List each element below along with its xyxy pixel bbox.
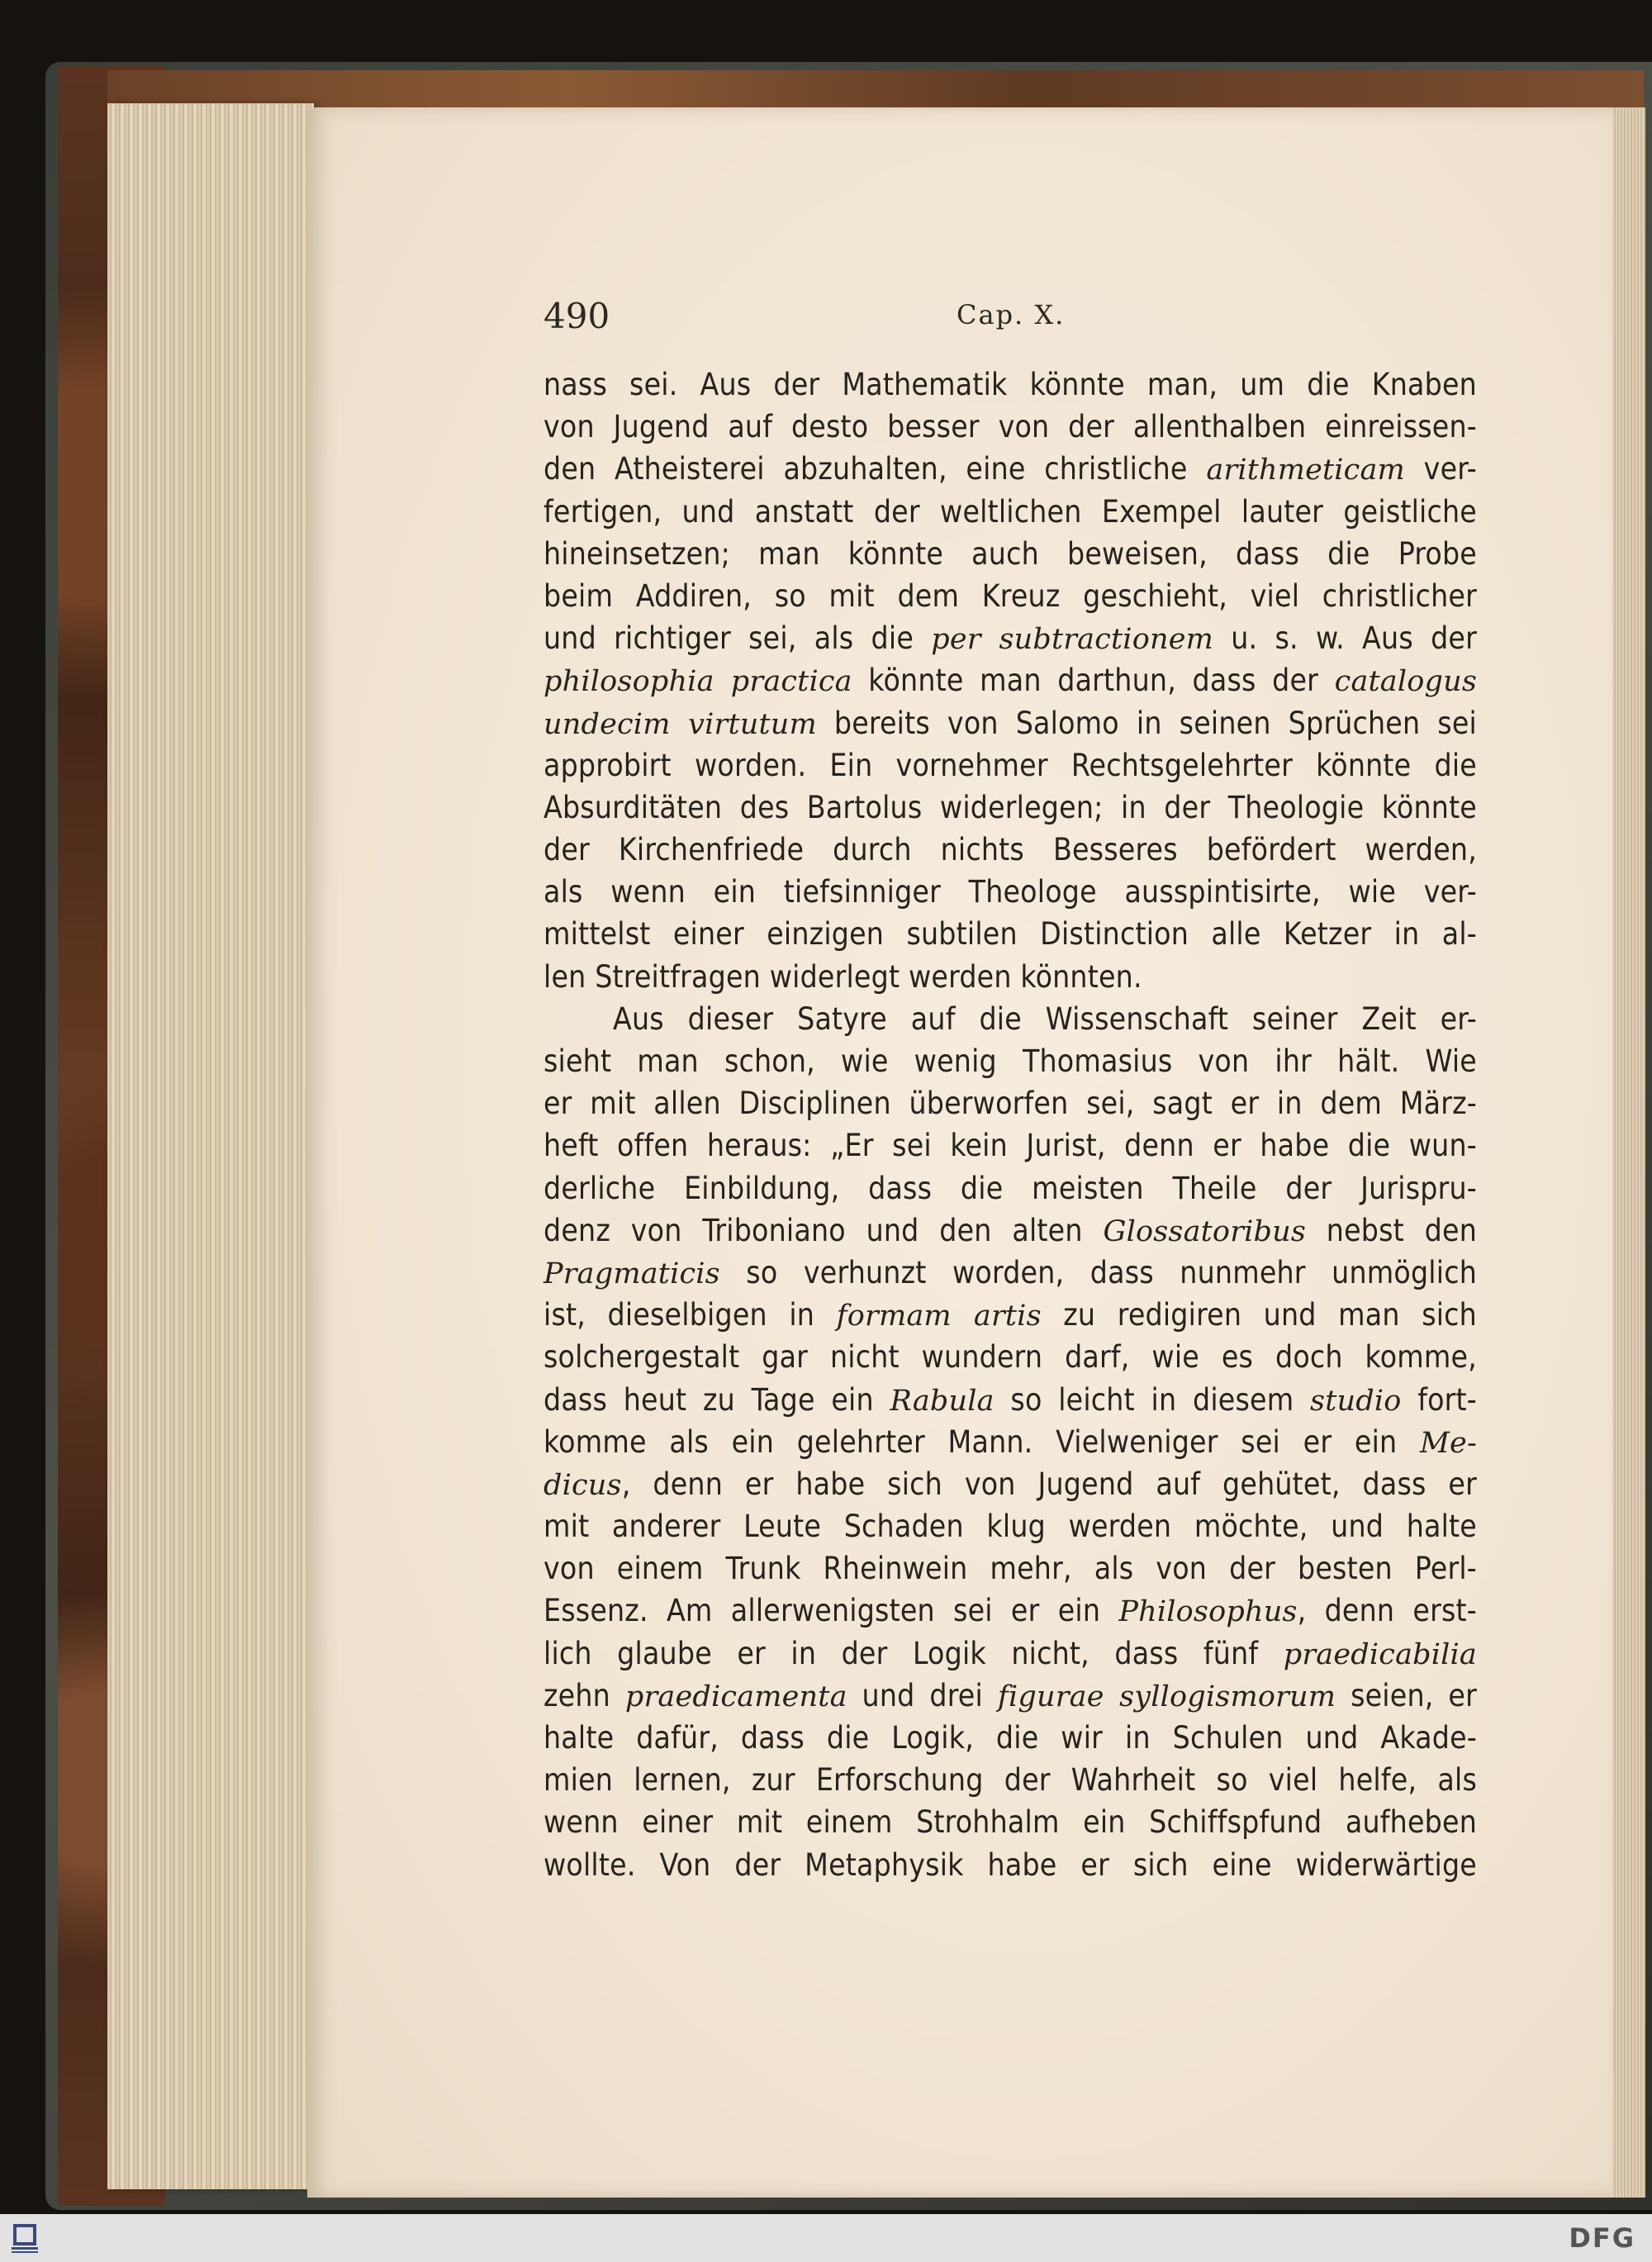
text-line: den Atheisterei abzuhalten, eine christliche arithmeticam ver- — [544, 451, 1477, 487]
text-line: als wenn ein tiefsinniger Theologe ausspintisirte, wie ver- — [544, 874, 1477, 910]
text-line: mien lernen, zur Erforschung der Wahrheit so viel helfe, als — [544, 1762, 1477, 1799]
text-line: solchergestalt gar nicht wundern darf, wie es doch komme, — [544, 1339, 1477, 1376]
viewer-footer-bar — [0, 2214, 1652, 2262]
text-line: beim Addiren, so mit dem Kreuz geschieht, viel christlicher — [544, 577, 1477, 614]
page-stack-left — [107, 103, 314, 2189]
text-line: undecim virtutum bereits von Salomo in seinen Sprüchen sei — [544, 705, 1477, 741]
text-line: lich glaube er in der Logik nicht, dass fünf praedicabilia — [544, 1635, 1477, 1671]
text-line: fertigen, und anstatt der weltlichen Exempel lauter geistliche — [544, 493, 1477, 530]
text-line: derliche Einbildung, dass die meisten Theile der Jurispru- — [544, 1170, 1477, 1206]
text-line: von Jugend auf desto besser von der allenthalben einreissen- — [544, 409, 1477, 445]
body-text — [544, 364, 1477, 1886]
text-line: nass sei. Aus der Mathematik könnte man, um die Knaben — [544, 367, 1477, 402]
text-line: len Streitfragen widerlegt werden könnten. — [544, 958, 1142, 995]
dfg-brand: DFG — [1569, 2222, 1635, 2254]
library-logo-icon — [8, 2219, 41, 2257]
running-head: Cap. X. — [957, 299, 1066, 330]
text-line: sieht man schon, wie wenig Thomasius von ihr hält. Wie — [544, 1043, 1477, 1079]
text-line: der Kirchenfriede durch nichts Besseres befördert werden, — [544, 832, 1477, 868]
text-line: von einem Trunk Rheinwein mehr, als von der besten Perl- — [544, 1551, 1477, 1587]
text-line: philosophia practica könnte man darthun, dass der catalogus — [544, 663, 1478, 699]
book-top-edge — [107, 70, 1644, 112]
text-line: Essenz. Am allerwenigsten sei er ein Philosophus, denn erst- — [544, 1593, 1477, 1629]
text-line: und richtiger sei, als die per subtractionem u. s. w. Aus der — [544, 620, 1477, 657]
text-line: halte dafür, dass die Logik, die wir in Schulen und Akade- — [544, 1720, 1477, 1756]
text-line: hineinsetzen; man könnte auch beweisen, dass die Probe — [544, 535, 1477, 572]
text-line: ist, dieselbigen in formam artis zu redigiren und man sich — [544, 1297, 1477, 1333]
text-line: zehn praedicamenta und drei figurae syllogismorum seien, er — [544, 1677, 1477, 1713]
text-line: komme als ein gelehrter Mann. Vielweniger sei er ein Me- — [544, 1423, 1477, 1460]
text-line: dass heut zu Tage ein Rabula so leicht in diesem studio fort- — [544, 1381, 1478, 1418]
text-line: heft offen heraus: „Er sei kein Jurist, denn er habe die wun- — [544, 1128, 1477, 1164]
text-line: wenn einer mit einem Strohhalm ein Schiffspfund aufheben — [544, 1804, 1477, 1841]
text-line: Absurditäten des Bartolus widerlegen; in der Theologie könnte — [544, 789, 1477, 825]
text-line: Pragmaticis so verhunzt worden, dass nunmehr unmöglich — [544, 1254, 1477, 1290]
text-line: mit anderer Leute Schaden klug werden möchte, und halte — [544, 1509, 1477, 1545]
page-header — [544, 296, 1485, 345]
text-line: dicus, denn er habe sich von Jugend auf gehütet, dass er — [544, 1466, 1477, 1502]
text-line: er mit allen Disciplinen überworfen sei, sagt er in dem März- — [544, 1086, 1477, 1122]
text-line: approbirt worden. Ein vornehmer Rechtsgelehrter könnte die — [544, 747, 1477, 783]
text-line: denz von Triboniano und den alten Glossatoribus nebst den — [544, 1212, 1478, 1248]
text-line: Aus dieser Satyre auf die Wissenschaft seiner Zeit er- — [613, 1000, 1477, 1037]
page-number: 490 — [544, 296, 610, 336]
text-line: wollte. Von der Metaphysik habe er sich eine widerwärtige — [544, 1846, 1477, 1883]
page-fore-edge — [1612, 107, 1645, 2198]
text-line: mittelst einer einzigen subtilen Distinction alle Ketzer in al- — [544, 916, 1477, 953]
